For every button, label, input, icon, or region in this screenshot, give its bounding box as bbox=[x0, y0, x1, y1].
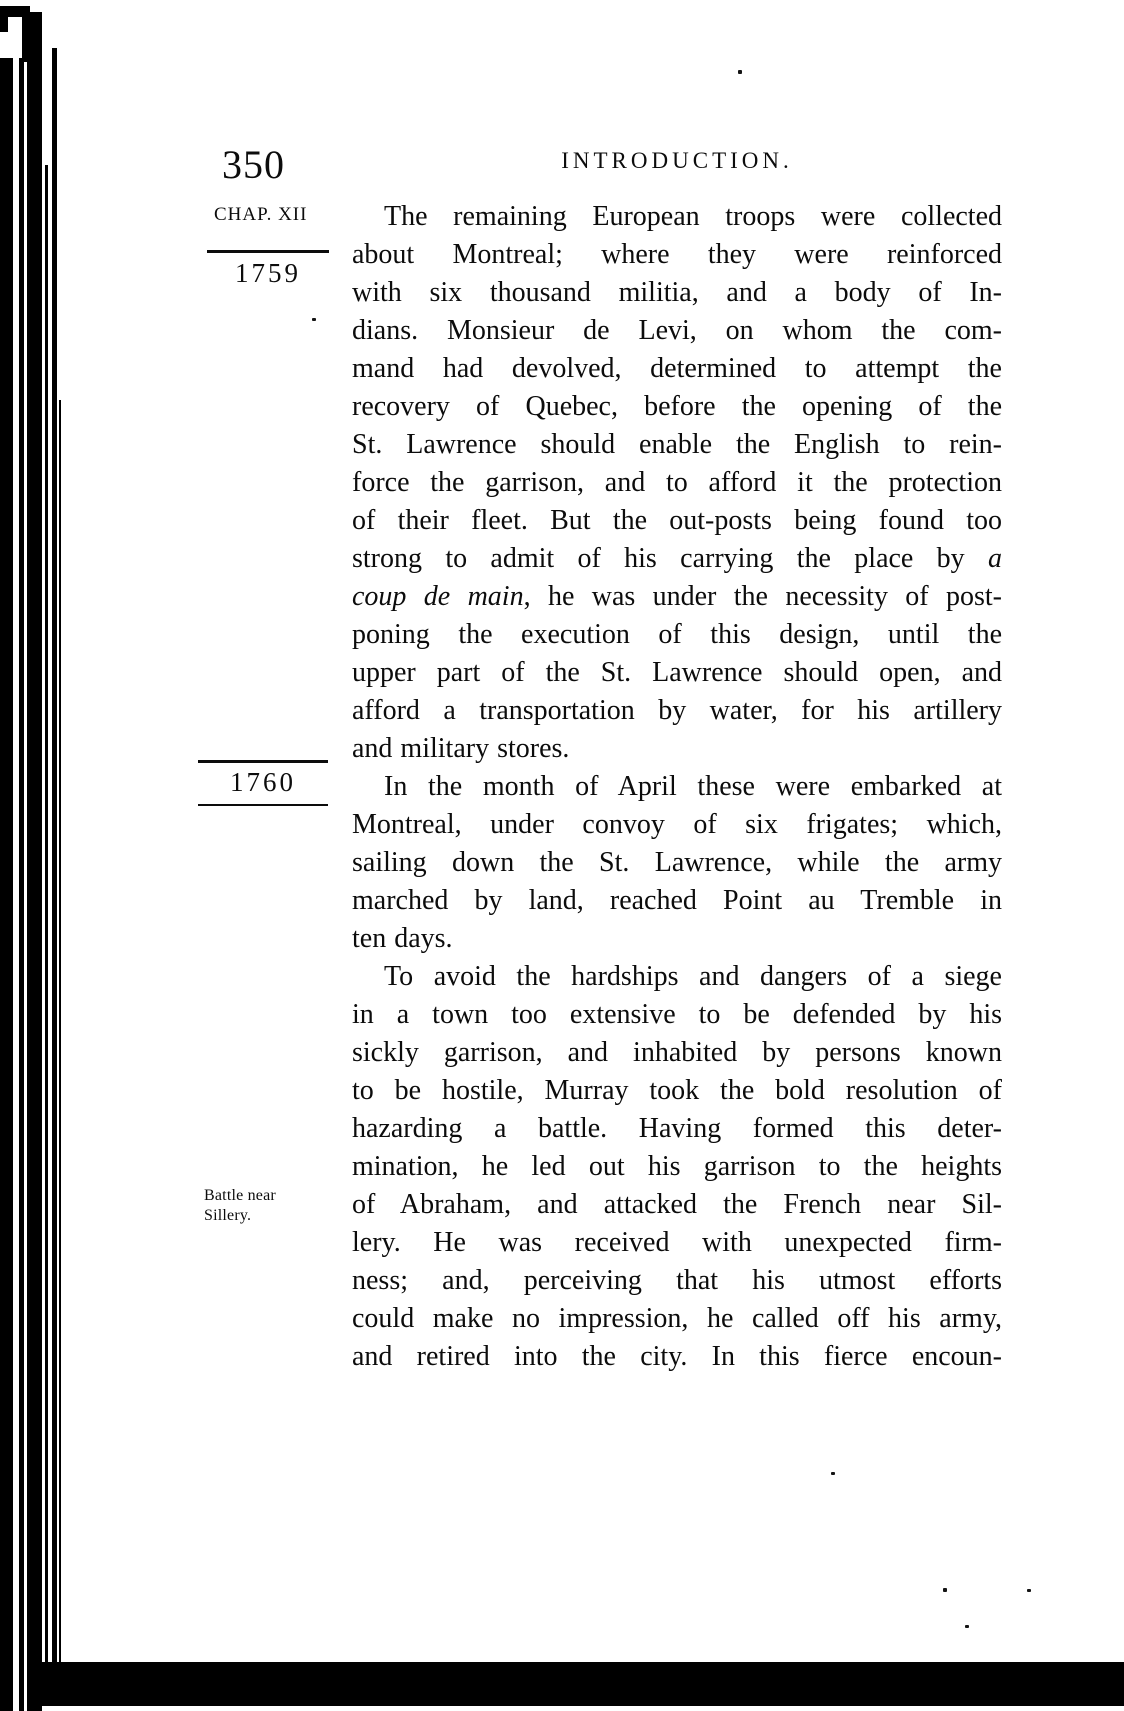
body-line: force the garrison, and to afford it the protection bbox=[352, 467, 1002, 498]
body-line: mand had devolved, determined to attempt the bbox=[352, 353, 1002, 384]
ink-speck bbox=[831, 1472, 835, 1475]
scan-gutter-line bbox=[45, 165, 48, 1665]
body-line bbox=[352, 578, 1002, 616]
body-line: upper part of the St. Lawrence should open, and bbox=[352, 657, 1002, 688]
body-line: In the month of April these were embarked at bbox=[384, 771, 1002, 802]
body-line: ten days. bbox=[352, 923, 453, 954]
body-line: could make no impression, he called off his army, bbox=[352, 1303, 1002, 1334]
body-line: and military stores. bbox=[352, 733, 570, 764]
scan-gutter-line bbox=[59, 400, 61, 1665]
body-line: poning the execution of this design, until the bbox=[352, 619, 1002, 650]
body-line: ness; and, perceiving that his utmost efforts bbox=[352, 1265, 1002, 1296]
body-line: of their fleet. But the out-posts being found too bbox=[352, 505, 1002, 536]
margin-note-chapter: CHAP. XII bbox=[214, 204, 308, 225]
body-line: to be hostile, Murray took the bold resolution of bbox=[352, 1075, 1002, 1106]
italic-phrase: coup de main bbox=[352, 581, 524, 612]
body-line: about Montreal; where they were reinforced bbox=[352, 239, 1002, 270]
scan-gutter-band bbox=[0, 58, 13, 1711]
scan-gutter-band bbox=[27, 12, 42, 1711]
body-line: The remaining European troops were collected bbox=[384, 201, 1002, 232]
body-line: recovery of Quebec, before the opening of the bbox=[352, 391, 1002, 422]
ink-speck bbox=[1027, 1589, 1031, 1592]
body-line: Montreal, under convoy of six frigates; which, bbox=[352, 809, 1002, 840]
body-line: lery. He was received with unexpected firm- bbox=[352, 1227, 1002, 1258]
margin-rule bbox=[198, 804, 328, 806]
body-line: of Abraham, and attacked the French near Sil- bbox=[352, 1189, 1002, 1220]
scan-gutter-line bbox=[52, 48, 57, 1668]
text-segment: , he was under the necessity of post- bbox=[523, 581, 1002, 612]
body-line bbox=[352, 540, 1002, 578]
margin-note-battle: Battle near Sillery. bbox=[204, 1187, 276, 1224]
body-line: To avoid the hardships and dangers of a siege bbox=[384, 961, 1002, 992]
ink-speck bbox=[965, 1625, 969, 1628]
ink-speck bbox=[312, 318, 316, 321]
text-segment: strong to admit of his carrying the place by bbox=[352, 543, 988, 574]
body-line: sailing down the St. Lawrence, while the army bbox=[352, 847, 1002, 878]
body-line: mination, he led out his garrison to the heights bbox=[352, 1151, 1002, 1182]
page-number: 350 bbox=[222, 142, 285, 187]
body-line: afford a transportation by water, for his artillery bbox=[352, 695, 1002, 726]
margin-note-year-1760: 1760 bbox=[230, 767, 296, 797]
margin-rule bbox=[198, 760, 328, 763]
scan-bottom-band bbox=[42, 1662, 1124, 1706]
body-text bbox=[352, 198, 1002, 1376]
body-line: with six thousand militia, and a body of In- bbox=[352, 277, 1002, 308]
ink-speck bbox=[943, 1588, 947, 1592]
ink-speck bbox=[738, 70, 742, 74]
running-header: INTRODUCTION. bbox=[561, 148, 793, 173]
body-line: sickly garrison, and inhabited by persons known bbox=[352, 1037, 1002, 1068]
margin-rule bbox=[207, 250, 329, 253]
body-line: marched by land, reached Point au Tremble in bbox=[352, 885, 1002, 916]
scan-gutter-corner-arm bbox=[0, 6, 8, 32]
body-line: St. Lawrence should enable the English to rein- bbox=[352, 429, 1002, 460]
margin-note-year-1759: 1759 bbox=[235, 258, 301, 288]
body-line: and retired into the city. In this fierce encoun- bbox=[352, 1341, 1002, 1372]
body-line: hazarding a battle. Having formed this deter- bbox=[352, 1113, 1002, 1144]
body-line: dians. Monsieur de Levi, on whom the com- bbox=[352, 315, 1002, 346]
body-line: in a town too extensive to be defended by his bbox=[352, 999, 1002, 1030]
scan-gutter-band bbox=[19, 58, 24, 1711]
italic-phrase: a bbox=[988, 543, 1002, 574]
